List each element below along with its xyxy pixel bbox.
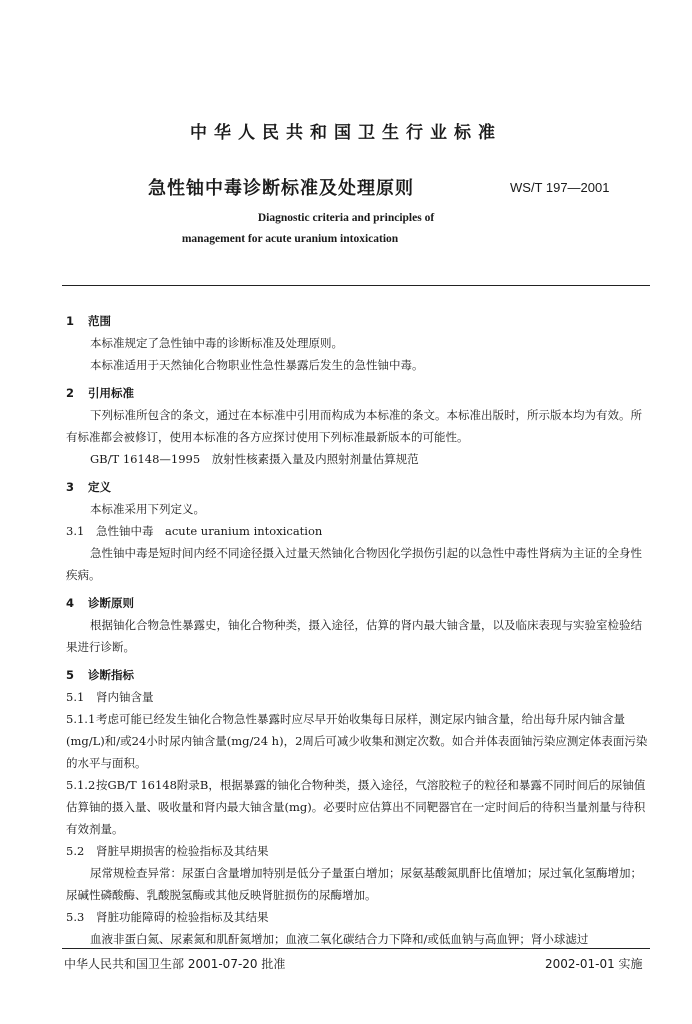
issuing-org-heading: 中华人民共和国卫生行业标准 [190,123,502,143]
paragraph: 本标准适用于天然铀化合物职业性急性暴露后发生的急性铀中毒。 [90,358,424,372]
paragraph: 尿常规检查异常：尿蛋白含量增加特别是低分子量蛋白增加；尿氨基酸氮肌酐比值增加；尿过氧化氢酶增加；尿碱性磷酸酶、乳酸脱氢酶或其他反映肾脏损伤的尿酶增加。 [66,866,642,902]
paragraph: 下列标准所包含的条文，通过在本标准中引用而构成为本标准的条文。本标准出版时，所示版本均为有效。所有标准都会被修订，使用本标准的各方应探讨使用下列标准最新版本的可能性。 [66,408,642,444]
clause-number: 5.1.2 [66,778,96,792]
header-divider [62,285,650,286]
subsection-5-2-heading [66,840,650,862]
subsection-3-1-heading [66,520,650,542]
section-title: 定义 [88,480,111,494]
section-4-heading [66,592,650,614]
subsection-number: 3.1 [66,524,85,538]
footer-divider [62,948,650,949]
section-title: 引用标准 [88,386,134,400]
clause-5-1-1 [66,708,650,774]
paragraph: 本标准采用下列定义。 [90,502,205,516]
subsection-title: 急性铀中毒 acute uranium intoxication [96,524,323,538]
english-title-line1: Diagnostic criteria and principles of [257,212,435,224]
subsection-title: 肾脏早期损害的检验指标及其结果 [96,844,269,858]
document-body [66,304,650,950]
section-number: 4 [66,596,75,610]
paragraph: 急性铀中毒是短时间内经不同途径摄入过量天然铀化合物因化学损伤引起的以急性中毒性肾病为主证的全身性疾病。 [66,546,642,582]
standard-code: WS/T 197—2001 [510,180,610,195]
paragraph: 根据铀化合物急性暴露史，铀化合物种类，摄入途径，估算的肾内最大铀含量，以及临床表现与实验室检验结果进行诊断。 [66,618,642,654]
english-title-line2: management for acute uranium intoxication [181,233,399,245]
section-3-heading [66,476,650,498]
clause-text: 按GB/T 16148附录B，根据暴露的铀化合物种类，摄入途径，气溶胶粒子的粒径和暴露不同时间后的尿铀值估算铀的摄入量、吸收量和肾内最大铀含量(mg)。必要时应估算出不同靶器官在一定时间后的待积当量剂量与待积有效剂量。 [66,778,646,836]
paragraph: 本标准规定了急性铀中毒的诊断标准及处理原则。 [90,336,343,350]
subsection-5-1-heading [66,686,650,708]
effective-date: 2002-01-01 实施 [545,957,643,971]
clause-5-1-2 [66,774,650,840]
subsection-title: 肾内铀含量 [96,690,154,704]
subsection-number: 5.2 [66,844,85,858]
subsection-title: 肾脏功能障碍的检验指标及其结果 [96,910,269,924]
section-number: 3 [66,480,75,494]
approval-line: 中华人民共和国卫生部 2001-07-20 批准 [64,957,286,971]
section-2-heading [66,382,650,404]
section-number: 1 [66,314,75,328]
paragraph: 血液非蛋白氮、尿素氮和肌酐氮增加；血液二氧化碳结合力下降和/或低血钠与高血钾；肾小球滤过 [90,932,589,946]
section-title: 诊断原则 [88,596,134,610]
subsection-number: 5.1 [66,690,85,704]
section-title: 范围 [88,314,111,328]
section-number: 5 [66,668,75,682]
section-5-heading [66,664,650,686]
clause-text: 考虑可能已经发生铀化合物急性暴露时应尽早开始收集每日尿样，测定尿内铀含量，给出每升尿内铀含量(mg/L)和/或24小时尿内铀含量(mg/24 h)，2周后可减少收集和测定次数。如合并体表面铀污染应测定体表面污染的水平与面积。 [66,712,648,770]
section-number: 2 [66,386,75,400]
document-title: 急性铀中毒诊断标准及处理原则 [148,178,414,199]
section-title: 诊断指标 [88,668,134,682]
section-1-heading [66,310,650,332]
clause-number: 5.1.1 [66,712,96,726]
subsection-5-3-heading [66,906,650,928]
reference-item: GB/T 16148—1995 放射性核素摄入量及内照射剂量估算规范 [90,452,419,466]
subsection-number: 5.3 [66,910,85,924]
